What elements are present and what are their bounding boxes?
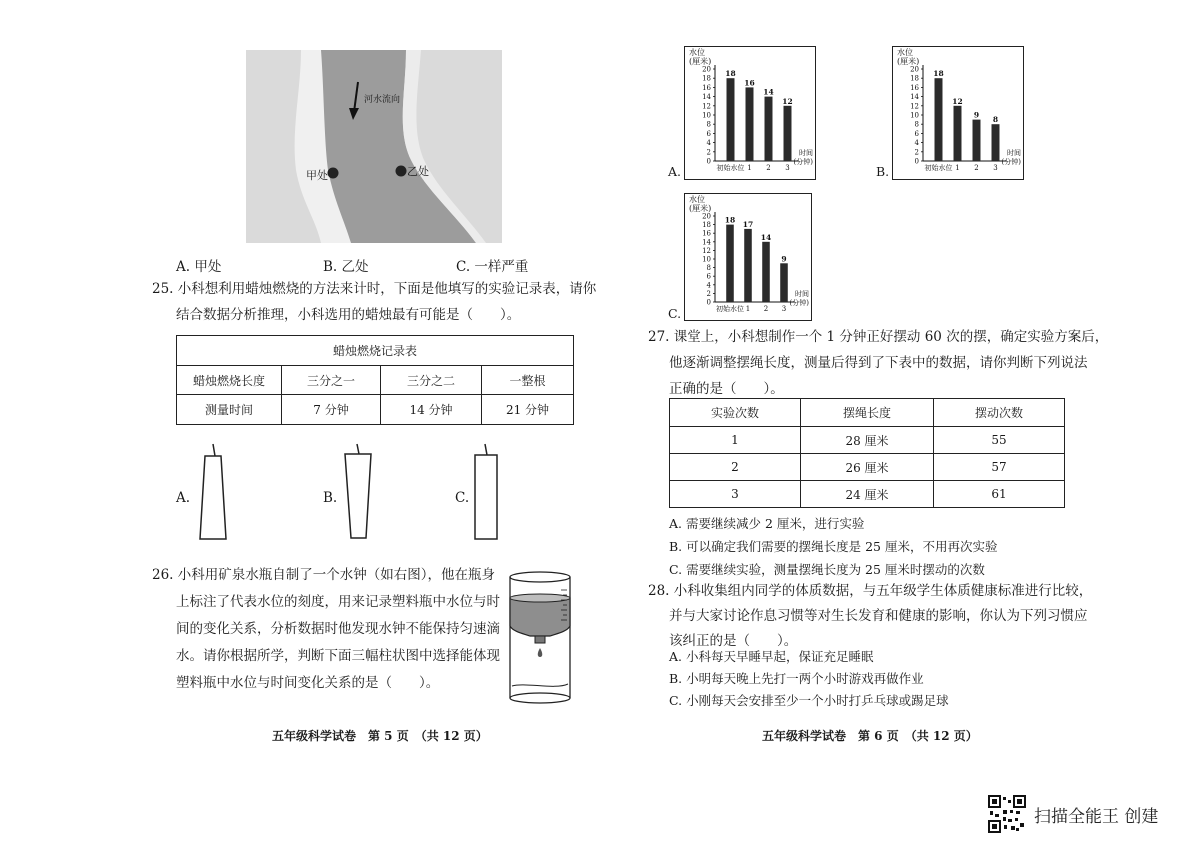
candle-row-cell: 14 分钟 [381, 395, 482, 425]
right-page-footer: 五年级科学试卷 第 6 页 （共 12 页） [762, 729, 978, 743]
y-tick-label: 18 [702, 74, 711, 83]
jia-label: 甲处 [306, 169, 328, 182]
chart-a [684, 46, 816, 180]
x-tick-label: 2 [974, 164, 979, 172]
pendulum-cell: 57 [934, 454, 1065, 481]
q27-text-2: 他逐渐调整摆绳长度，测量后得到了下表中的数据，请你判断下列说法 [669, 355, 1088, 371]
pendulum-cell: 28 厘米 [801, 427, 934, 454]
bar-value-label: 14 [760, 232, 772, 242]
x-axis-title: (分钟) [793, 158, 813, 166]
bar-value-label: 18 [933, 69, 944, 79]
q26-text-4: 水。请你根据所学，判断下面三幅柱状图中选择能体现 [176, 648, 500, 664]
candle-row-cell: 7 分钟 [282, 395, 381, 425]
q28-text-1: 28. 小科收集组内同学的体质数据，与五年级学生体质健康标准进行比较， [648, 583, 1093, 599]
bar-value-label: 9 [781, 254, 787, 264]
y-tick-label: 14 [702, 238, 711, 247]
y-tick-label: 20 [910, 65, 919, 74]
y-axis-title: 水位 [689, 195, 705, 204]
bar [726, 225, 734, 302]
x-tick-label: 初始水位 [924, 164, 953, 172]
chart-c-letter: C. [668, 306, 682, 321]
chart-b [892, 46, 1024, 180]
candle-header-cell: 蜡烛燃烧长度 [177, 366, 282, 395]
bar [765, 97, 773, 161]
y-tick-label: 10 [702, 255, 711, 264]
bar-value-label: 16 [744, 78, 755, 88]
y-tick-label: 14 [702, 93, 711, 102]
y-tick-label: 20 [702, 212, 711, 221]
chart-a-letter: A. [668, 164, 682, 179]
pendulum-header-cell: 实验次数 [670, 399, 801, 427]
candle-header-cell: 三分之一 [282, 366, 381, 395]
candle-table-title: 蜡烛燃烧记录表 [177, 336, 574, 366]
bar-value-label: 17 [742, 219, 754, 229]
q27-option-c: C. 需要继续实验，测量摆绳长度为 25 厘米时摆动的次数 [669, 562, 985, 577]
q26-text-5: 塑料瓶中水位与时间变化关系的是（ ）。 [176, 675, 440, 691]
x-axis-title: 时间 [1007, 149, 1021, 157]
y-tick-label: 12 [702, 102, 711, 111]
chart-b-letter: B. [876, 164, 890, 179]
pendulum-cell: 2 [670, 454, 801, 481]
y-tick-label: 0 [914, 157, 919, 166]
y-axis-title: 水位 [689, 48, 705, 57]
q28-text-3: 该纠正的是（ ）。 [669, 633, 798, 649]
x-tick-label: 初始水位 [716, 164, 745, 172]
y-tick-label: 2 [914, 148, 919, 157]
y-tick-label: 12 [702, 246, 711, 255]
pendulum-header-cell: 摆动次数 [934, 399, 1065, 427]
bar-value-label: 14 [763, 87, 774, 97]
bar [744, 229, 752, 302]
candle-c-icon [471, 442, 501, 542]
y-axis-title: (厘米) [689, 57, 712, 66]
x-tick-label: 1 [955, 164, 960, 172]
x-axis-title: 时间 [795, 290, 809, 298]
bar [954, 106, 962, 161]
bar [992, 124, 1000, 161]
bar-value-label: 12 [952, 96, 963, 106]
q28-option-c: C. 小刚每天会安排至少一个小时打乒乓球或踢足球 [669, 693, 949, 708]
bar [746, 87, 754, 161]
x-axis-title: 时间 [799, 149, 813, 157]
y-tick-label: 16 [702, 229, 711, 238]
candle-header-cell: 一整根 [482, 366, 574, 395]
q28-option-b: B. 小明每天晚上先打一两个小时游戏再做作业 [669, 671, 924, 686]
y-tick-label: 16 [910, 83, 919, 92]
y-tick-label: 10 [910, 111, 919, 120]
x-tick-label: 3 [993, 164, 998, 172]
pendulum-cell: 55 [934, 427, 1065, 454]
q24-option-b: B. 乙处 [323, 259, 369, 275]
pendulum-cell: 3 [670, 481, 801, 508]
q28-option-a: A. 小科每天早睡早起，保证充足睡眠 [669, 649, 874, 664]
candle-option-b: B. [323, 490, 338, 506]
q27-option-a: A. 需要继续减少 2 厘米，进行实验 [669, 516, 865, 531]
y-tick-label: 8 [914, 120, 919, 129]
candle-option-c: C. [455, 490, 470, 506]
y-tick-label: 14 [910, 93, 919, 102]
y-tick-label: 8 [706, 120, 711, 129]
candle-record-table [176, 335, 574, 425]
x-tick-label: 2 [766, 164, 771, 172]
q26-text-2: 上标注了代表水位的刻度，用来记录塑料瓶中水位与时 [176, 594, 500, 610]
x-tick-label: 1 [747, 164, 752, 172]
candle-a-icon [196, 442, 230, 542]
y-tick-label: 16 [702, 83, 711, 92]
y-tick-label: 6 [706, 129, 711, 138]
bar-value-label: 18 [725, 69, 736, 79]
y-tick-label: 6 [706, 272, 711, 281]
bar [935, 78, 943, 161]
q27-text-1: 27. 课堂上，小科想制作一个 1 分钟正好摆动 60 次的摆，确定实验方案后， [648, 329, 1109, 345]
left-page-footer: 五年级科学试卷 第 5 页 （共 12 页） [272, 729, 488, 743]
y-tick-label: 18 [910, 74, 919, 83]
water-clock-bottle-icon [505, 568, 575, 705]
y-tick-label: 20 [702, 65, 711, 74]
q25-text-1: 25. 小科想利用蜡烛燃烧的方法来计时，下面是他填写的实验记录表，请你 [152, 281, 597, 297]
pendulum-cell: 61 [934, 481, 1065, 508]
scanner-watermark: 扫描全能王 创建 [1034, 807, 1159, 827]
y-axis-title: 水位 [897, 48, 913, 57]
x-tick-label: 1 [745, 305, 751, 313]
bar [762, 242, 770, 302]
y-axis-title: (厘米) [689, 204, 712, 213]
bar [784, 106, 792, 161]
y-tick-label: 4 [914, 139, 919, 148]
q26-text-3: 间的变化关系，分析数据时他发现水钟不能保持匀速滴 [176, 621, 500, 637]
x-tick-label: 初始水位 [716, 305, 744, 313]
bar [780, 263, 788, 302]
x-axis-title: (分钟) [789, 299, 809, 307]
y-tick-label: 4 [706, 281, 711, 290]
y-tick-label: 0 [706, 298, 711, 307]
candle-row-cell: 21 分钟 [482, 395, 574, 425]
q25-text-2: 结合数据分析推理，小科选用的蜡烛最有可能是（ ）。 [176, 307, 521, 323]
river-map [246, 50, 502, 243]
x-axis-title: (分钟) [1001, 158, 1021, 166]
bar-value-label: 12 [782, 96, 793, 106]
y-tick-label: 0 [706, 157, 711, 166]
pendulum-table [669, 398, 1065, 508]
yi-label: 乙处 [407, 165, 429, 178]
q26-text-1: 26. 小科用矿泉水瓶自制了一个水钟（如右图），他在瓶身 [152, 567, 496, 583]
bar [727, 78, 735, 161]
flow-label: 河水流向 [364, 95, 401, 105]
candle-row-cell: 测量时间 [177, 395, 282, 425]
y-tick-label: 4 [706, 139, 711, 148]
candle-option-a: A. [176, 490, 191, 506]
pendulum-cell: 26 厘米 [801, 454, 934, 481]
x-tick-label: 3 [785, 164, 790, 172]
chart-c [684, 193, 812, 321]
x-tick-label: 3 [781, 305, 787, 313]
pendulum-header-cell: 摆绳长度 [801, 399, 934, 427]
candle-b-icon [341, 442, 375, 542]
bar-value-label: 8 [992, 115, 999, 125]
q24-option-a: A. 甲处 [176, 259, 222, 275]
x-tick-label: 2 [763, 305, 769, 313]
pendulum-cell: 1 [670, 427, 801, 454]
q24-option-c: C. 一样严重 [456, 259, 529, 275]
candle-header-cell: 三分之二 [381, 366, 482, 395]
q28-text-2: 并与大家讨论作息习惯等对生长发育和健康的影响，你认为下列习惯应 [669, 608, 1088, 624]
y-tick-label: 12 [910, 102, 919, 111]
y-tick-label: 6 [914, 129, 919, 138]
qr-code-icon [988, 795, 1026, 833]
y-tick-label: 18 [702, 221, 711, 230]
pendulum-cell: 24 厘米 [801, 481, 934, 508]
y-tick-label: 10 [702, 111, 711, 120]
y-tick-label: 8 [706, 264, 711, 273]
y-tick-label: 2 [706, 148, 711, 157]
q27-option-b: B. 可以确定我们需要的摆绳长度是 25 厘米，不用再次实验 [669, 539, 998, 554]
bar [973, 120, 981, 161]
bar-value-label: 18 [724, 215, 736, 225]
bar-value-label: 9 [973, 110, 980, 120]
y-tick-label: 2 [706, 289, 711, 298]
y-axis-title: (厘米) [897, 57, 920, 66]
q27-text-3: 正确的是（ ）。 [669, 381, 784, 397]
